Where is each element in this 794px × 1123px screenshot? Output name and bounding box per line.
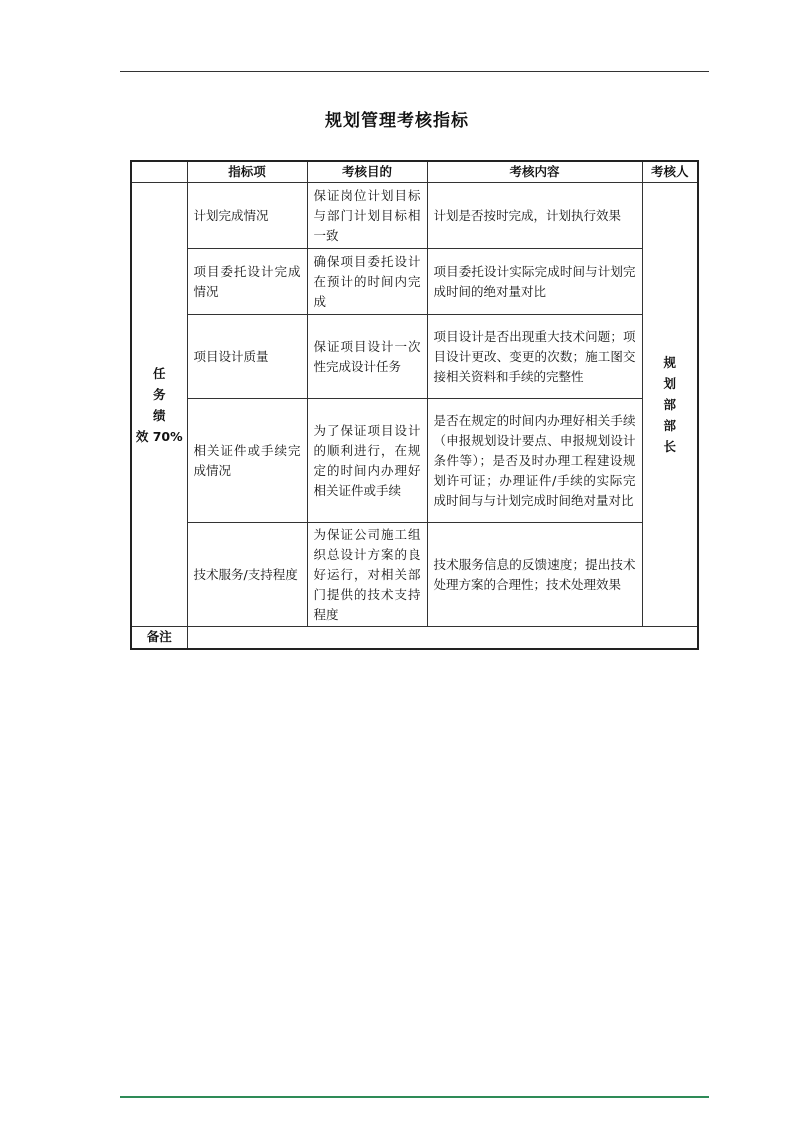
table-row (131, 315, 698, 399)
indicator-cell: 计划完成情况 (187, 183, 307, 249)
reviewer-char: 划 (663, 376, 676, 391)
header-rule (120, 71, 709, 72)
table-header-row (131, 161, 698, 183)
category-char: 任 (152, 365, 166, 381)
purpose-cell: 为了保证项目设计的顺利进行，在规定的时间内办理好相关证件或手续 (307, 399, 427, 523)
content-cell: 项目委托设计实际完成时间与计划完成时间的绝对量对比 (427, 249, 642, 315)
category-cell (131, 183, 187, 627)
header-corner (131, 161, 187, 183)
category-char: 务 (152, 386, 166, 402)
purpose-cell: 为保证公司施工组织总设计方案的良好运行，对相关部门提供的技术支持程度 (307, 523, 427, 627)
category-weight: 效 70% (135, 428, 183, 444)
table-row (131, 183, 698, 249)
reviewer-char: 部 (663, 418, 676, 433)
purpose-cell: 确保项目委托设计在预计的时间内完成 (307, 249, 427, 315)
remark-row (131, 627, 698, 649)
category-char: 绩 (152, 407, 166, 423)
table-row (131, 523, 698, 627)
content-cell: 是否在规定的时间内办理好相关手续（申报规划设计要点、申报规划设计条件等）；是否及时办理工程建设规划许可证；办理证件/手续的实际完成时间与与计划完成时间绝对量对比 (427, 399, 642, 523)
indicator-cell: 项目设计质量 (187, 315, 307, 399)
remark-label: 备注 (131, 627, 187, 649)
kpi-table (130, 160, 699, 650)
content-cell: 技术服务信息的反馈速度；提出技术处理方案的合理性；技术处理效果 (427, 523, 642, 627)
header-reviewer: 考核人 (642, 161, 698, 183)
purpose-cell: 保证项目设计一次性完成设计任务 (307, 315, 427, 399)
content-cell: 计划是否按时完成，计划执行效果 (427, 183, 642, 249)
remark-value (187, 627, 698, 649)
reviewer-cell (642, 183, 698, 627)
indicator-cell: 技术服务/支持程度 (187, 523, 307, 627)
purpose-cell: 保证岗位计划目标与部门计划目标相一致 (307, 183, 427, 249)
reviewer-char: 规 (663, 355, 676, 370)
header-content: 考核内容 (427, 161, 642, 183)
indicator-cell: 项目委托设计完成情况 (187, 249, 307, 315)
indicator-cell: 相关证件或手续完成情况 (187, 399, 307, 523)
reviewer-char: 部 (663, 397, 676, 412)
content-cell: 项目设计是否出现重大技术问题；项目设计更改、变更的次数；施工图交接相关资料和手续的完整性 (427, 315, 642, 399)
table-row (131, 249, 698, 315)
header-indicator: 指标项 (187, 161, 307, 183)
table-row (131, 399, 698, 523)
reviewer-char: 长 (663, 439, 676, 454)
footer-rule (120, 1096, 709, 1098)
page-title: 规划管理考核指标 (325, 111, 469, 131)
header-purpose: 考核目的 (307, 161, 427, 183)
